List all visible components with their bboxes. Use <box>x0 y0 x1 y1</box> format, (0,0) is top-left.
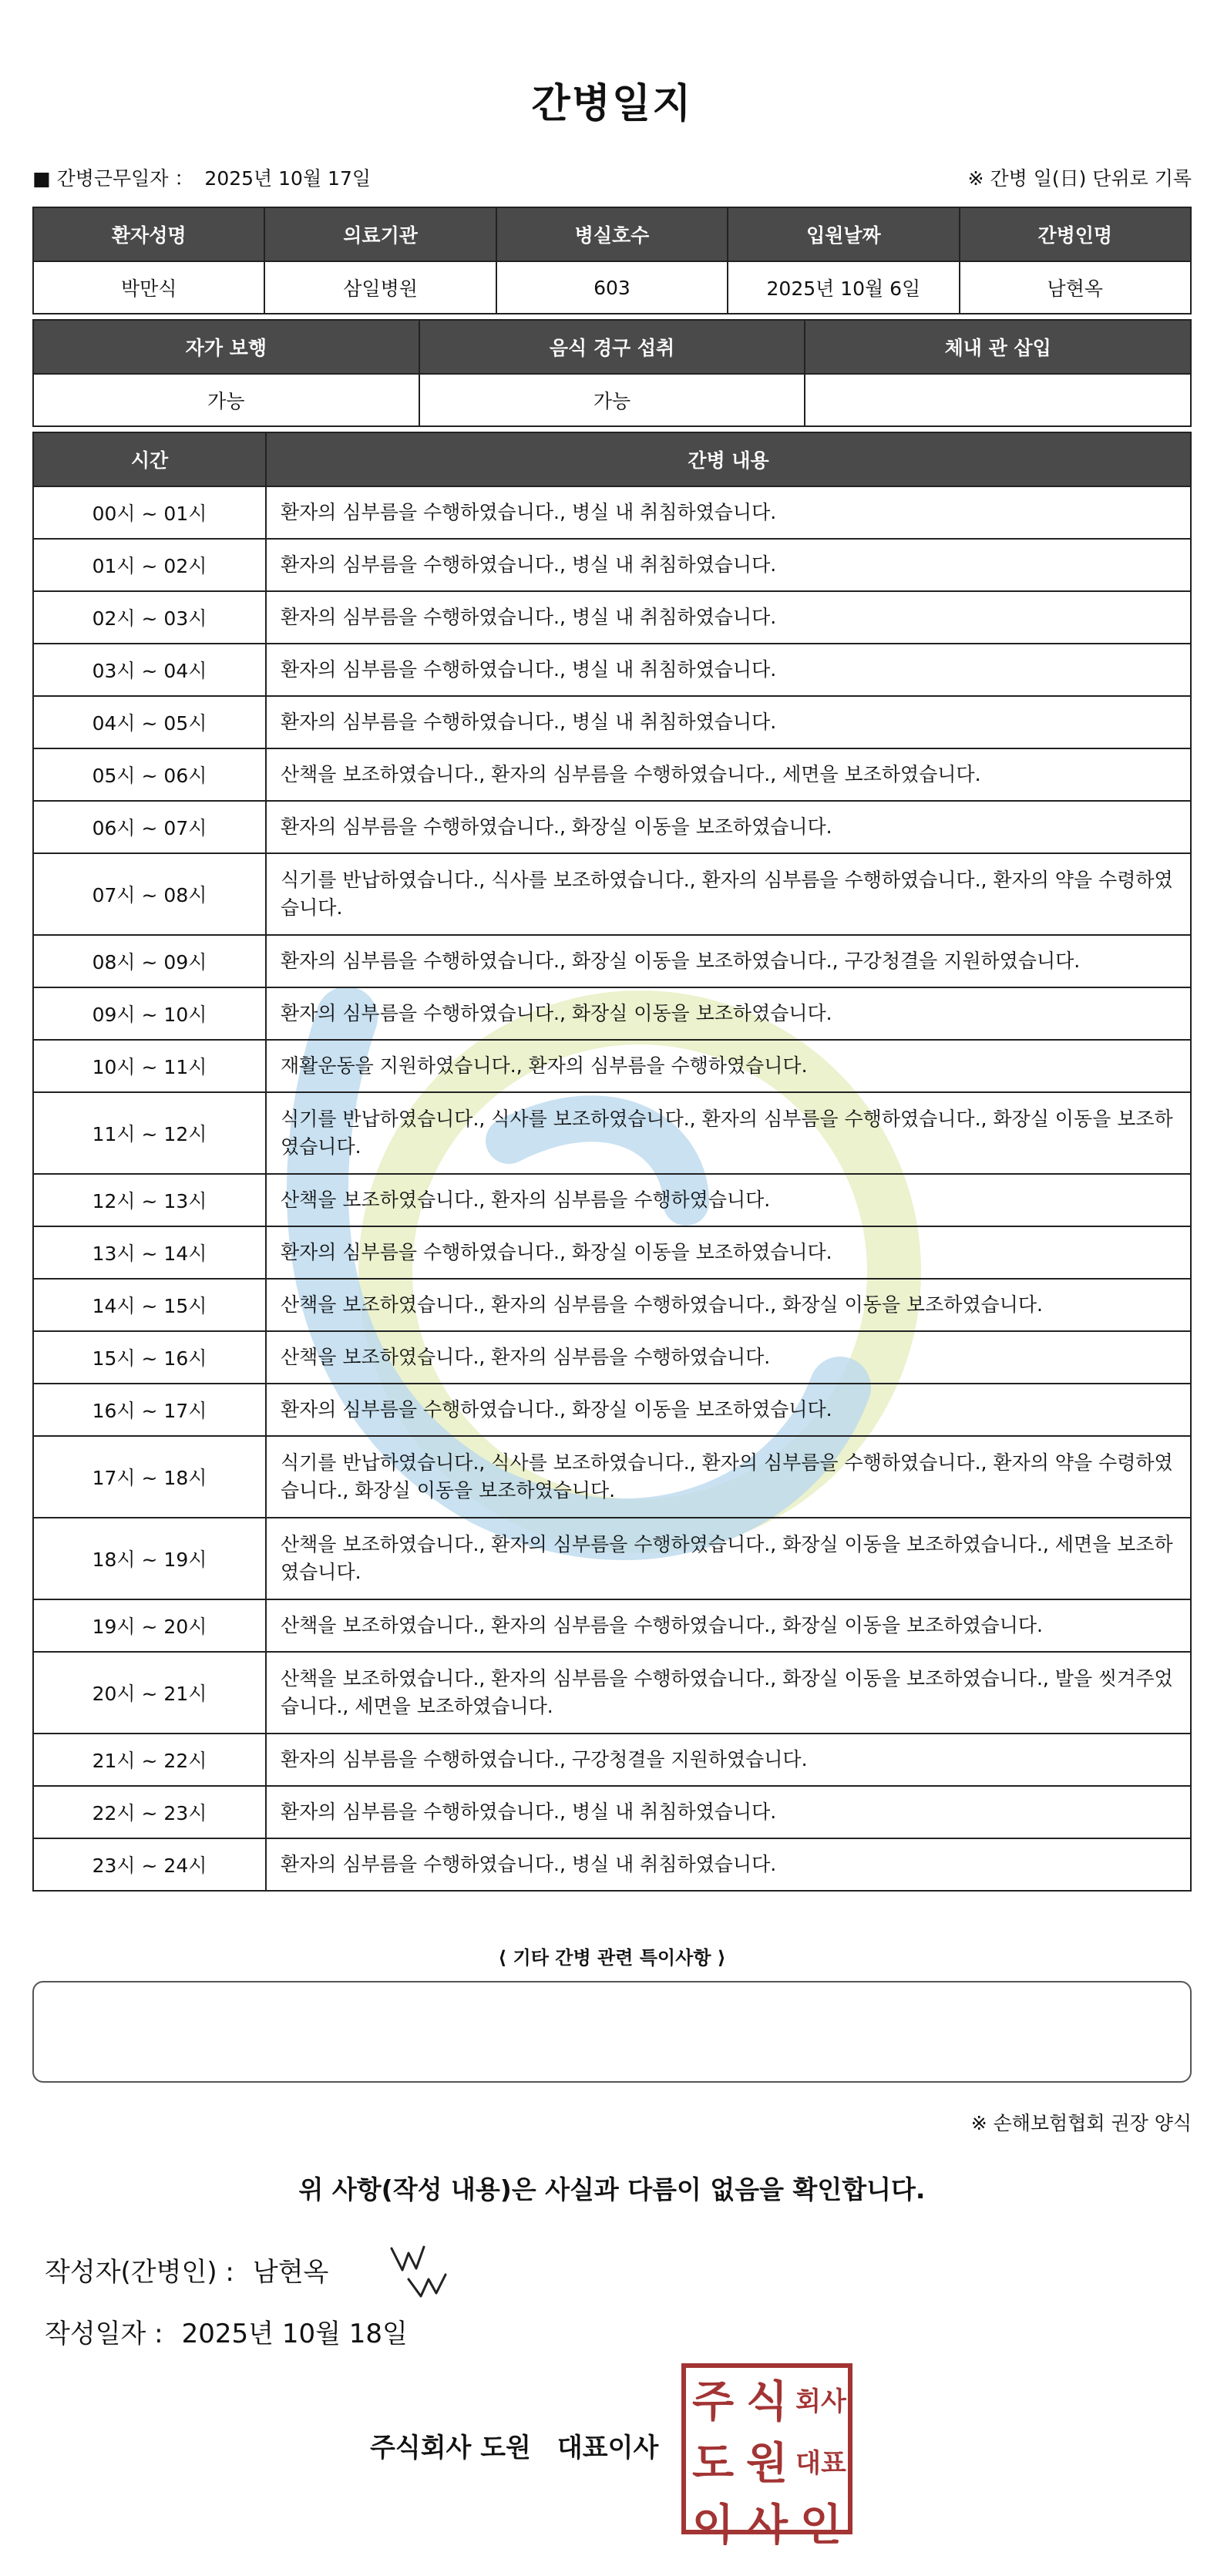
log-time: 02시 ~ 03시 <box>33 591 266 644</box>
representative-title: 대표이사 <box>557 2433 659 2463</box>
log-time: 17시 ~ 18시 <box>33 1436 266 1518</box>
seal-char: 회사 <box>795 2386 846 2417</box>
log-time: 19시 ~ 20시 <box>33 1599 266 1652</box>
log-description: 산책을 보조하였습니다., 환자의 심부름을 수행하였습니다. <box>266 1174 1191 1226</box>
signature-image <box>385 2231 470 2301</box>
log-body <box>33 486 1191 1891</box>
writer-line <box>45 2251 328 2288</box>
admission-date: 2025년 10월 6일 <box>728 261 959 314</box>
log-description: 산책을 보조하였습니다., 환자의 심부름을 수행하였습니다., 화장실 이동을 보조하였습니다. <box>266 1599 1191 1652</box>
log-row <box>33 1436 1191 1518</box>
header-hospital: 의료기관 <box>264 207 496 261</box>
seal-char: 원 <box>745 2438 789 2489</box>
log-row <box>33 1092 1191 1174</box>
notes-title: ⟨ 기타 간병 관련 특이사항 ⟩ <box>498 1947 726 1969</box>
seal-char: 식 <box>745 2376 789 2427</box>
log-description: 산책을 보조하였습니다., 환자의 심부름을 수행하였습니다., 화장실 이동을 보조하였습니다., 세면을 보조하였습니다. <box>266 1518 1191 1599</box>
header-time: 시간 <box>33 432 266 486</box>
header-patient-name: 환자성명 <box>33 207 264 261</box>
log-time: 03시 ~ 04시 <box>33 644 266 696</box>
log-time: 20시 ~ 21시 <box>33 1652 266 1734</box>
log-row <box>33 1279 1191 1331</box>
log-row <box>33 853 1191 935</box>
log-row <box>33 1040 1191 1092</box>
log-description: 환자의 심부름을 수행하였습니다., 병실 내 취침하였습니다. <box>266 486 1191 539</box>
log-description: 환자의 심부름을 수행하였습니다., 화장실 이동을 보조하였습니다. <box>266 801 1191 853</box>
header-admission-date: 입원날짜 <box>728 207 959 261</box>
written-date-value: 2025년 10월 18일 <box>181 2319 408 2349</box>
header-tube: 체내 관 삽입 <box>805 320 1191 374</box>
log-description: 식기를 반납하였습니다., 식사를 보조하였습니다., 환자의 심부름을 수행하였습니다., 환자의 약을 수령하였습니다., 화장실 이동을 보조하였습니다. <box>266 1436 1191 1518</box>
seal-char: 사 <box>745 2500 789 2551</box>
seal-characters <box>686 2368 848 2551</box>
log-description: 식기를 반납하였습니다., 식사를 보조하였습니다., 환자의 심부름을 수행하였습니다., 화장실 이동을 보조하였습니다. <box>266 1092 1191 1174</box>
log-row <box>33 1174 1191 1226</box>
log-time: 13시 ~ 14시 <box>33 1226 266 1279</box>
seal-char: 도 <box>691 2438 735 2489</box>
log-description: 환자의 심부름을 수행하였습니다., 화장실 이동을 보조하였습니다. <box>266 1384 1191 1436</box>
log-description: 산책을 보조하였습니다., 환자의 심부름을 수행하였습니다., 세면을 보조하였습니다. <box>266 748 1191 801</box>
log-description: 환자의 심부름을 수행하였습니다., 화장실 이동을 보조하였습니다. <box>266 1226 1191 1279</box>
log-description: 환자의 심부름을 수행하였습니다., 병실 내 취침하였습니다. <box>266 644 1191 696</box>
log-time: 22시 ~ 23시 <box>33 1786 266 1838</box>
log-description: 환자의 심부름을 수행하였습니다., 화장실 이동을 보조하였습니다. <box>266 987 1191 1040</box>
writer-label: 작성자(간병인) : <box>45 2257 234 2288</box>
status-value-row <box>33 374 1191 426</box>
meta-row <box>32 163 1192 191</box>
log-time: 05시 ~ 06시 <box>33 748 266 801</box>
log-row <box>33 1599 1191 1652</box>
log-row <box>33 486 1191 539</box>
header-walking: 자가 보행 <box>33 320 419 374</box>
work-date-value: 2025년 10월 17일 <box>204 167 372 190</box>
log-time: 01시 ~ 02시 <box>33 539 266 591</box>
log-time: 23시 ~ 24시 <box>33 1838 266 1891</box>
log-description: 환자의 심부름을 수행하였습니다., 병실 내 취침하였습니다. <box>266 591 1191 644</box>
walking-value: 가능 <box>33 374 419 426</box>
log-description: 산책을 보조하였습니다., 환자의 심부름을 수행하였습니다., 화장실 이동을 보조하였습니다. <box>266 1279 1191 1331</box>
log-time: 10시 ~ 11시 <box>33 1040 266 1092</box>
log-description: 환자의 심부름을 수행하였습니다., 병실 내 취침하였습니다. <box>266 539 1191 591</box>
seal-char: 주 <box>691 2376 735 2427</box>
log-row <box>33 1226 1191 1279</box>
log-row <box>33 1518 1191 1599</box>
log-row <box>33 1652 1191 1734</box>
log-description: 환자의 심부름을 수행하였습니다., 병실 내 취침하였습니다. <box>266 696 1191 748</box>
special-notes-box <box>32 1981 1192 2083</box>
company-name: 주식회사 도원 <box>370 2433 531 2463</box>
log-row <box>33 987 1191 1040</box>
log-time: 16시 ~ 17시 <box>33 1384 266 1436</box>
log-time: 07시 ~ 08시 <box>33 853 266 935</box>
care-log-table <box>32 432 1192 1892</box>
log-row <box>33 748 1191 801</box>
patient-info-table <box>32 207 1192 314</box>
work-date <box>32 163 371 191</box>
hospital-name: 삼일병원 <box>264 261 496 314</box>
log-row <box>33 591 1191 644</box>
log-row <box>33 539 1191 591</box>
log-row <box>33 644 1191 696</box>
patient-name: 박만식 <box>33 261 264 314</box>
tube-value <box>805 374 1191 426</box>
patient-status-table <box>32 319 1192 427</box>
log-row <box>33 1734 1191 1786</box>
oral-intake-value: 가능 <box>419 374 805 426</box>
seal-char: 대표 <box>795 2447 846 2479</box>
log-description: 환자의 심부름을 수행하였습니다., 병실 내 취침하였습니다. <box>266 1838 1191 1891</box>
log-time: 21시 ~ 22시 <box>33 1734 266 1786</box>
writer-name: 남현옥 <box>252 2257 329 2288</box>
log-time: 09시 ~ 10시 <box>33 987 266 1040</box>
unit-note: ※ 간병 일(日) 단위로 기록 <box>967 167 1192 190</box>
header-caregiver: 간병인명 <box>960 207 1191 261</box>
log-description: 산책을 보조하였습니다., 환자의 심부름을 수행하였습니다. <box>266 1331 1191 1384</box>
written-date-line <box>45 2312 408 2350</box>
log-description: 환자의 심부름을 수행하였습니다., 구강청결을 지원하였습니다. <box>266 1734 1191 1786</box>
log-description: 재활운동을 지원하였습니다., 환자의 심부름을 수행하였습니다. <box>266 1040 1191 1092</box>
seal-char: 인 <box>799 2500 842 2551</box>
header-care-content: 간병 내용 <box>266 432 1191 486</box>
log-row <box>33 1838 1191 1891</box>
company-line <box>370 2426 658 2464</box>
log-description: 환자의 심부름을 수행하였습니다., 화장실 이동을 보조하였습니다., 구강청결을 지원하였습니다. <box>266 935 1191 987</box>
log-time: 12시 ~ 13시 <box>33 1174 266 1226</box>
log-description: 산책을 보조하였습니다., 환자의 심부름을 수행하였습니다., 화장실 이동을 보조하였습니다., 발을 씻겨주었습니다., 세면을 보조하였습니다. <box>266 1652 1191 1734</box>
written-date-label: 작성일자 : <box>45 2319 163 2349</box>
info-header-row <box>33 207 1191 261</box>
work-date-label: ■ 간병근무일자 ： <box>32 167 194 190</box>
seal-char: 이 <box>691 2500 735 2551</box>
log-time: 04시 ~ 05시 <box>33 696 266 748</box>
header-room: 병실호수 <box>496 207 728 261</box>
confirmation-statement: 위 사항(작성 내용)은 사실과 다름이 없음을 확인합니다. <box>298 2174 926 2204</box>
log-header-row <box>33 432 1191 486</box>
document-title: 간병일지 <box>531 81 693 127</box>
recommend-note: ※ 손해보험협회 권장 양식 <box>970 2112 1192 2134</box>
room-number: 603 <box>496 261 728 314</box>
log-row <box>33 801 1191 853</box>
log-row <box>33 1384 1191 1436</box>
status-header-row <box>33 320 1191 374</box>
header-oral-intake: 음식 경구 섭취 <box>419 320 805 374</box>
log-time: 14시 ~ 15시 <box>33 1279 266 1331</box>
log-time: 00시 ~ 01시 <box>33 486 266 539</box>
log-time: 18시 ~ 19시 <box>33 1518 266 1599</box>
log-time: 15시 ~ 16시 <box>33 1331 266 1384</box>
log-description: 환자의 심부름을 수행하였습니다., 병실 내 취침하였습니다. <box>266 1786 1191 1838</box>
log-time: 06시 ~ 07시 <box>33 801 266 853</box>
log-time: 08시 ~ 09시 <box>33 935 266 987</box>
log-row <box>33 1786 1191 1838</box>
caregiver-name: 남현옥 <box>960 261 1191 314</box>
log-row <box>33 1331 1191 1384</box>
log-row <box>33 696 1191 748</box>
log-time: 11시 ~ 12시 <box>33 1092 266 1174</box>
log-description: 식기를 반납하였습니다., 식사를 보조하였습니다., 환자의 심부름을 수행하였습니다., 환자의 약을 수령하였습니다. <box>266 853 1191 935</box>
log-row <box>33 935 1191 987</box>
company-seal <box>681 2363 852 2551</box>
info-value-row <box>33 261 1191 314</box>
